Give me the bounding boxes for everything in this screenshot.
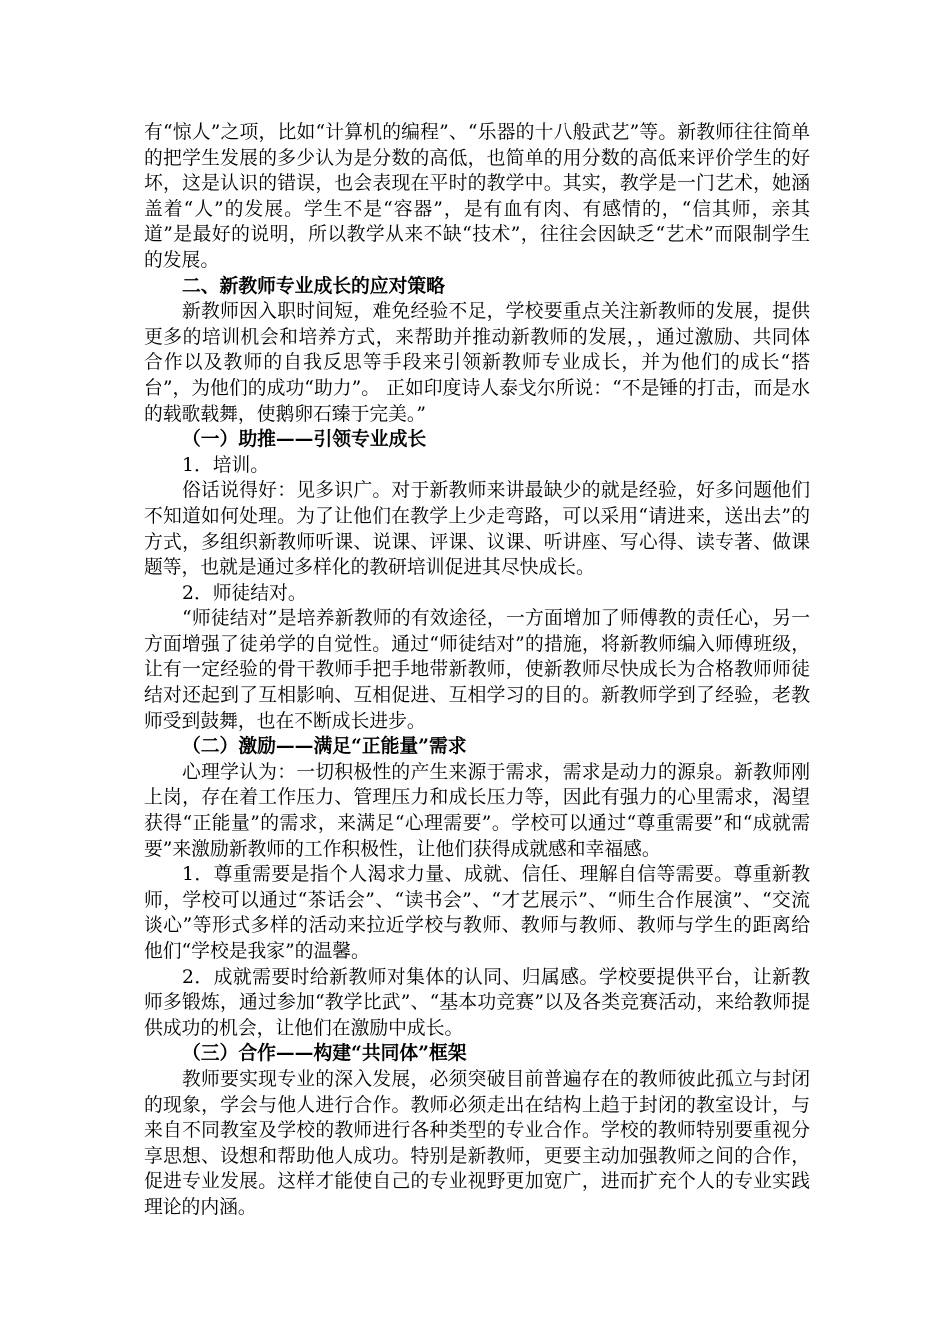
subsection-heading-cooperation: （三）合作——构建“共同体”框架 xyxy=(182,1042,467,1065)
subsection-heading-push: （一）助推——引领专业成长 xyxy=(182,428,427,451)
paragraph-respect-needs: 1．尊重需要是指个人渴求力量、成就、信任、理解自信等需要。尊重新教师，学校可以通过“茶话会”、“读书会”、“才艺展示”、“师生合作展演”、“交流谈心”等形式多样的活动来拉近学校与教师、教师与教师、教师与学生的距离给他们“学校是我家”的温馨。 xyxy=(144,864,810,962)
paragraph-achievement-needs: 2．成就需要时给新教师对集体的认同、归属感。学校要提供平台，让新教师多锻炼，通过参加“教学比武”、“基本功竞赛”以及各类竞赛活动，来给教师提供成功的机会，让他们在激励中成长。 xyxy=(144,966,810,1039)
paragraph-psychology: 心理学认为：一切积极性的产生来源于需求，需求是动力的源泉。新教师刚上岗，存在着工作压力、管理压力和成长压力等，因此有强力的心里需求，渴望获得“正能量”的需求，来满足“心理需要”。学校可以通过“尊重需要”和“成就需要”来激励新教师的工作积极性，让他们获得成就感和幸福感。 xyxy=(144,761,810,860)
paragraph-continuation: 有“惊人”之项，比如“计算机的编程”、“乐器的十八般武艺”等。新教师往往简单的把学生发展的多少认为是分数的高低，也简单的用分数的高低来评价学生的好坏，这是认识的错误，也会表现在平时的教学中。其实，教学是一门艺术，她涵盖着“人”的发展。学生不是“容器”，是有血有肉、有感情的，“信其师，亲其道”是最好的说明，所以教学从来不缺“技术”，往往会因缺乏“艺术”而限制学生的发展。 xyxy=(144,122,810,271)
paragraph-training: 俗话说得好：见多识广。对于新教师来讲最缺少的就是经验，好多问题他们不知道如何处理。为了让他们在教学上少走弯路，可以采用“请进来，送出去”的方式，多组织新教师听课、说课、评课、议课、听讲座、写心得、读专著、做课题等，也就是通过多样化的教研培训促进其尽快成长。 xyxy=(144,480,810,579)
section-heading-strategies: 二、新教师专业成长的应对策略 xyxy=(182,274,445,297)
paragraph-mentoring: “师徒结对”是培养新教师的有效途径，一方面增加了师傅教的责任心，另一方面增强了徒弟学的自觉性。通过“师徒结对”的措施，将新教师编入师傅班级，让有一定经验的骨干教师手把手地带新教师，使新教师尽快成长为合格教师师徒结对还起到了互相影响、互相促进、互相学习的目的。新教师学到了经验，老教师受到鼓舞，也在不断成长进步。 xyxy=(144,608,810,732)
paragraph-strategies-intro: 新教师因入职时间短，难免经验不足，学校要重点关注新教师的发展，提供更多的培训机会和培养方式，来帮助并推动新教师的发展，，通过激励、共同体合作以及教师的自我反思等手段来引领新教师专业成长，并为他们的成长“搭台”，为他们的成功“助力”。 正如印度诗人泰戈尔所说：“不是锤的打击，而是水的载歌载舞，使鹅卵石臻于完美。” xyxy=(144,301,810,425)
item-heading-training: 1．培训。 xyxy=(182,454,270,476)
subsection-heading-motivation: （二）激励——满足“正能量”需求 xyxy=(182,735,467,758)
document-page xyxy=(144,120,810,1221)
item-heading-mentoring: 2．师徒结对。 xyxy=(182,582,307,604)
paragraph-cooperation: 教师要实现专业的深入发展，必须突破目前普遍存在的教师彼此孤立与封闭的现象，学会与他人进行合作。教师必须走出在结构上趋于封闭的教室设计，与来自不同教室及学校的教师进行各种类型的专业合作。学校的教师特别要重视分享思想、设想和帮助他人成功。特别是新教师，更要主动加强教师之间的合作，促进专业发展。这样才能使自己的专业视野更加宽广，进而扩充个人的专业实践理论的内涵。 xyxy=(144,1068,810,1218)
